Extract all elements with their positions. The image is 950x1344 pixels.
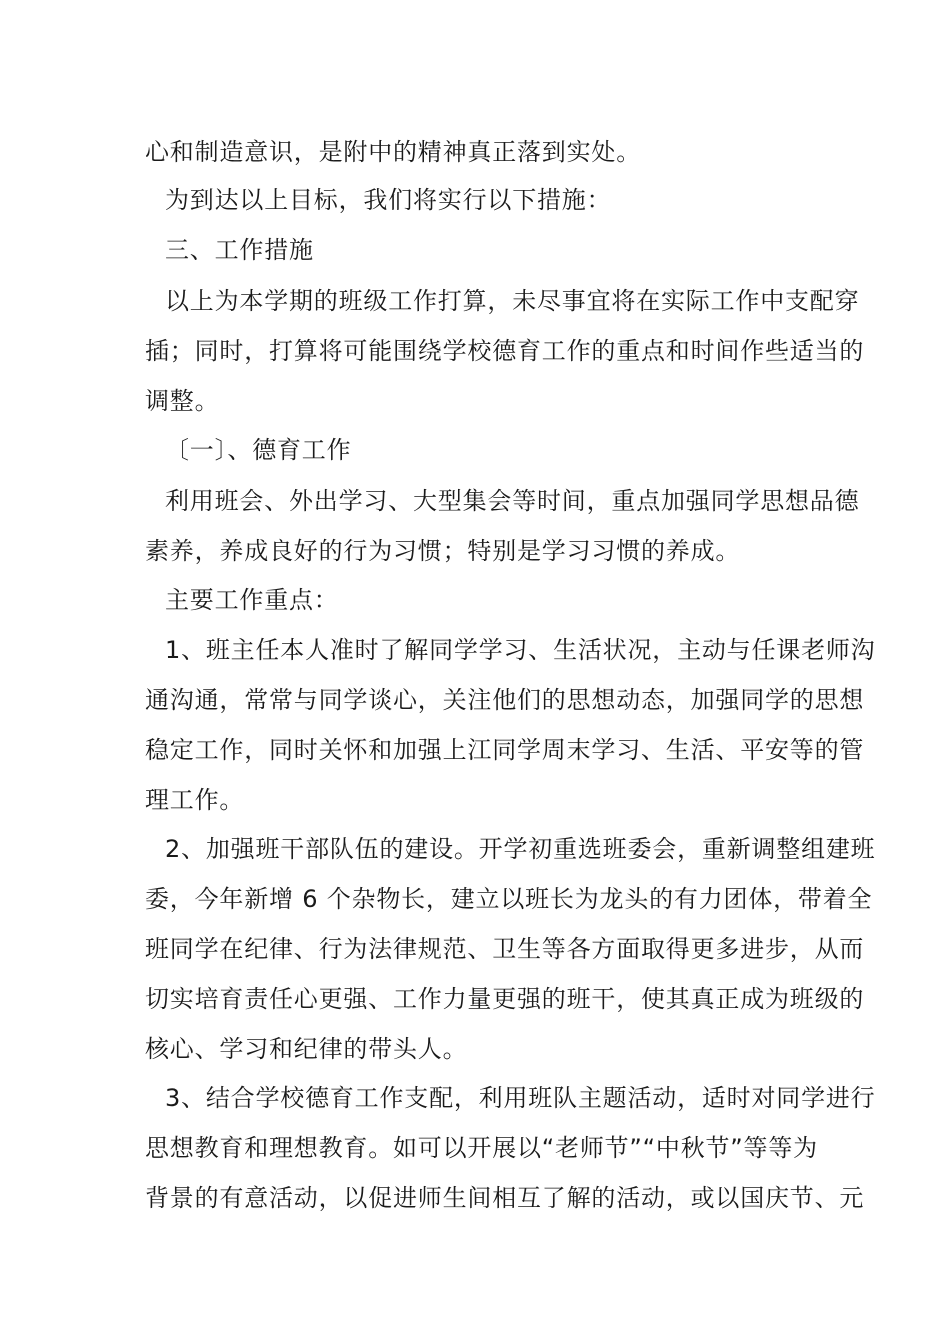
list-item-line: 切实培育责任心更强、工作力量更强的班干，使其真正成为班级的 xyxy=(145,985,865,1013)
paragraph-line: 为到达以上目标，我们将实行以下措施： xyxy=(165,186,612,214)
paragraph-line: 插；同时，打算将可能围绕学校德育工作的重点和时间作些适当的 xyxy=(145,337,865,365)
section-heading: 三、工作措施 xyxy=(165,236,314,264)
list-item-line: 3、结合学校德育工作支配，利用班队主题活动，适时对同学进行 xyxy=(165,1084,876,1112)
list-item-line: 背景的有意活动，以促进师生间相互了解的活动，或以国庆节、元 xyxy=(145,1184,865,1212)
list-item-line: 委，今年新增 6 个杂物长，建立以班长为龙头的有力团体，带着全 xyxy=(145,885,873,913)
list-item-line: 稳定工作，同时关怀和加强上江同学周末学习、生活、平安等的管 xyxy=(145,736,865,764)
paragraph-line: 以上为本学期的班级工作打算，未尽事宜将在实际工作中支配穿 xyxy=(165,287,860,315)
list-item-line: 通沟通，常常与同学谈心，关注他们的思想动态，加强同学的思想 xyxy=(145,686,865,714)
list-item-line: 思想教育和理想教育。如可以开展以“老师节”“中秋节”等等为 xyxy=(145,1134,818,1162)
list-item-line: 班同学在纪律、行为法律规范、卫生等各方面取得更多进步，从而 xyxy=(145,935,865,963)
list-item-line: 核心、学习和纪律的带头人。 xyxy=(145,1035,468,1063)
list-item-line: 理工作。 xyxy=(145,786,245,814)
paragraph-line: 调整。 xyxy=(145,387,220,415)
paragraph-line: 利用班会、外出学习、大型集会等时间，重点加强同学思想品德 xyxy=(165,487,860,515)
paragraph-line: 心和制造意识，是附中的精神真正落到实处。 xyxy=(145,138,641,166)
paragraph-line: 主要工作重点： xyxy=(165,586,339,614)
list-item-line: 1、班主任本人准时了解同学学习、生活状况，主动与任课老师沟 xyxy=(165,636,876,664)
subsection-heading: 〔一〕、德育工作 xyxy=(165,436,352,464)
list-item-line: 2、加强班干部队伍的建设。开学初重选班委会，重新调整组建班 xyxy=(165,835,876,863)
paragraph-line: 素养，养成良好的行为习惯；特别是学习习惯的养成。 xyxy=(145,537,741,565)
